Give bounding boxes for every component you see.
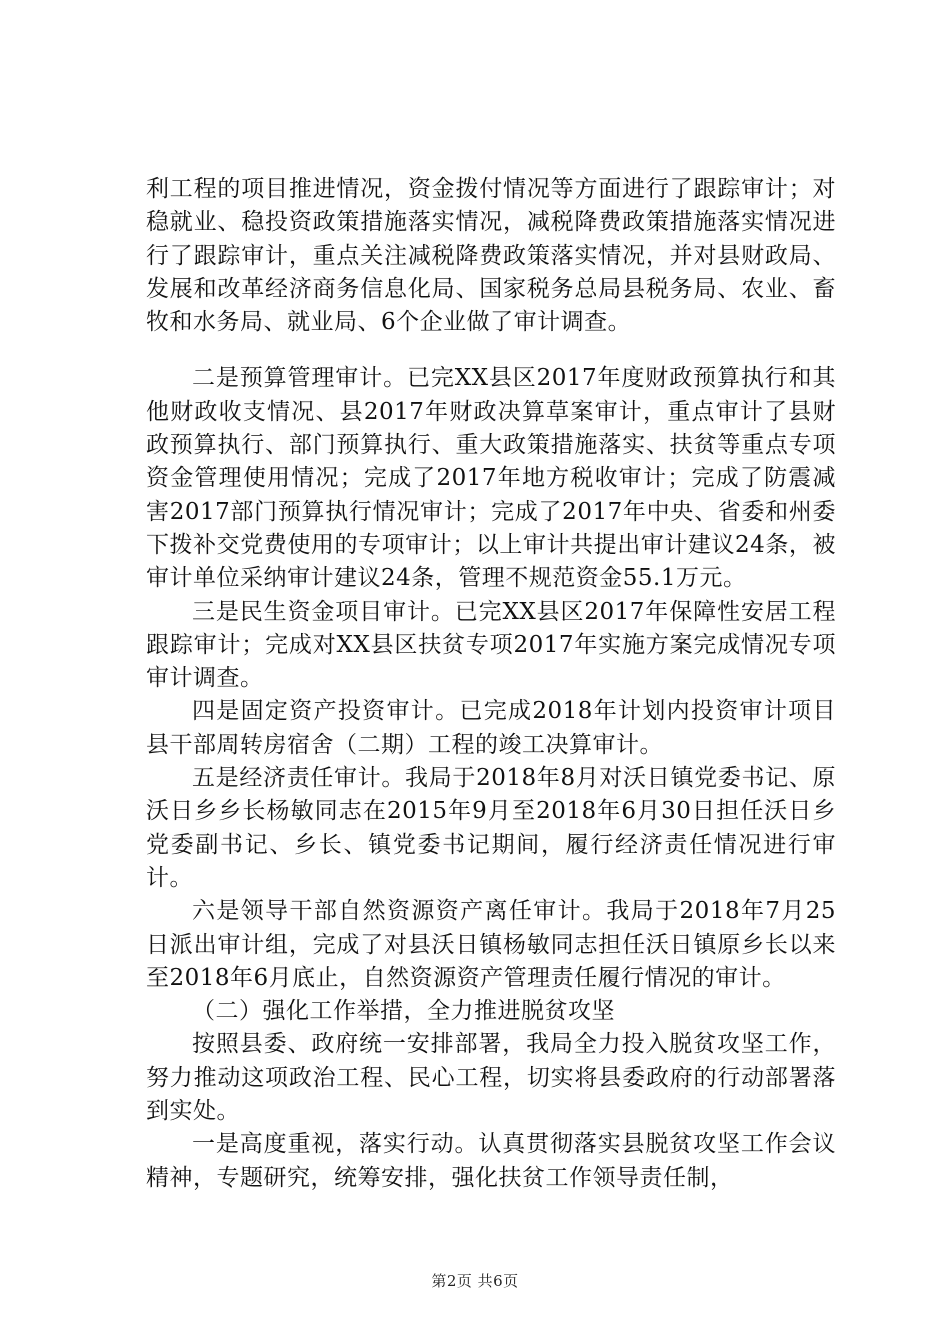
page-number-footer: 第2页 共6页 bbox=[431, 1272, 519, 1290]
paragraph-fixed-asset-audit: 四是固定资产投资审计。已完成2018年计划内投资审计项目县干部周转房宿舍（二期）工程的竣工决算审计。 bbox=[146, 698, 836, 758]
paragraph-poverty-alleviation: 按照县委、政府统一安排部署，我局全力投入脱贫攻坚工作，努力推动这项政治工程、民心工程，切实将县委政府的行动部署落到实处。 bbox=[146, 1031, 836, 1125]
paragraph-natural-resource-audit: 六是领导干部自然资源资产离任审计。我局于2018年7月25日派出审计组，完成了对县沃日镇杨敏同志担任沃日镇原乡长以来至2018年6月底止，自然资源资产管理责任履行情况的审计。 bbox=[146, 898, 836, 991]
paragraph-livelihood-audit: 三是民生资金项目审计。已完XX县区2017年保障性安居工程跟踪审计；完成对XX县区扶贫专项2017年实施方案完成情况专项审计调查。 bbox=[146, 598, 836, 692]
paragraph-continued: 利工程的项目推进情况，资金拨付情况等方面进行了跟踪审计；对稳就业、稳投资政策措施落实情况，减税降费政策措施落实情况进行了跟踪审计，重点关注减税降费政策落实情况，并对县财政局、发展和改革经济商务信息化局、国家税务总局县税务局、农业、畜牧和水务局、就业局、6个企业做了审计调查。 bbox=[146, 176, 836, 336]
document-body bbox=[146, 173, 836, 1195]
paragraph-budget-audit: 二是预算管理审计。已完XX县区2017年度财政预算执行和其他财政收支情况、县2017年财政决算草案审计，重点审计了县财政预算执行、部门预算执行、重大政策措施落实、扶贫等重点专项资金管理使用情况；完成了2017年地方税收审计；完成了防震减害2017部门预算执行情况审计；完成了2017年中央、省委和州委下拨补交党费使用的专项审计；以上审计共提出审计建议24条，被审计单位采纳审计建议24条，管理不规范资金55.1万元。 bbox=[146, 365, 836, 592]
section-heading: （二）强化工作举措，全力推进脱贫攻坚 bbox=[192, 998, 615, 1025]
paragraph-high-priority: 一是高度重视，落实行动。认真贯彻落实县脱贫攻坚工作会议精神，专题研究，统筹安排，强化扶贫工作领导责任制， bbox=[146, 1131, 836, 1191]
paragraph-economic-responsibility-audit: 五是经济责任审计。我局于2018年8月对沃日镇党委书记、原沃日乡乡长杨敏同志在2015年9月至2018年6月30日担任沃日乡党委副书记、乡长、镇党委书记期间，履行经济责任情况进行审计。 bbox=[146, 765, 836, 891]
